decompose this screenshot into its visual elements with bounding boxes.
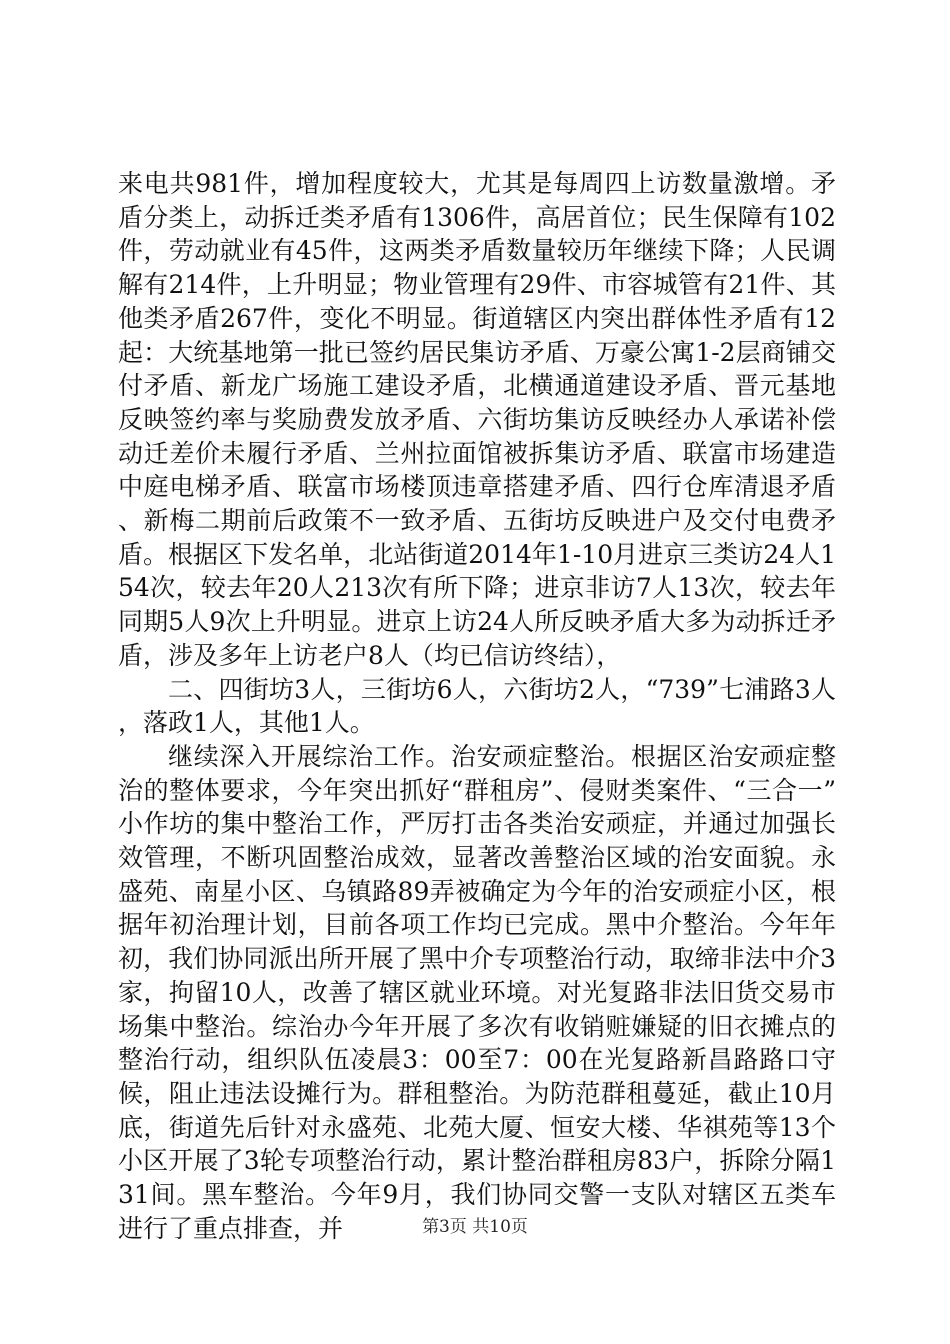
paragraph-1: 来电共981件，增加程度较大，尤其是每周四上访数量激增。矛盾分类上，动拆迁类矛盾有1306件，高居首位；民生保障有102件，劳动就业有45件，这两类矛盾数量较历年继续下降；人民调解有214件，上升明显；物业管理有29件、市容城管有21件、其他类矛盾267件，变化不明显。街道辖区内突出群体性矛盾有12起：大统基地第一批已签约居民集访矛盾、万豪公寓1-2层商铺交付矛盾、新龙广场施工建设矛盾，北横通道建设矛盾、晋元基地反映签约率与奖励费发放矛盾、六街坊集访反映经办人承诺补偿动迁差价未履行矛盾、兰州拉面馆被拆集访矛盾、联富市场建造中庭电梯矛盾、联富市场楼顶违章搭建矛盾、四行仓库清退矛盾、新梅二期前后政策不一致矛盾、五街坊反映进户及交付电费矛盾。根据区下发名单，北站街道2014年1-10月进京三类访24人154次，较去年20人213次有所下降；进京非访7人13次，较去年同期5人9次上升明显。进京上访24人所反映矛盾大多为动拆迁矛盾，涉及多年上访老户8人（均已信访终结）， [118,169,836,670]
paragraph-2: 二、四街坊3人，三街坊6人，六街坊2人，“739”七浦路3人，落政1人，其他1人。 [118,674,836,738]
page-footer: 第3页 共10页 [422,1217,528,1237]
body-text [118,167,836,1246]
paragraph-3: 继续深入开展综治工作。治安顽症整治。根据区治安顽症整治的整体要求，今年突出抓好“群租房”、侵财类案件、“三合一”小作坊的集中整治工作，严厉打击各类治安顽症，并通过加强长效管理，不断巩固整治成效，显著改善整治区域的治安面貌。永盛苑、南星小区、乌镇路89弄被确定为今年的治安顽症小区，根据年初治理计划，目前各项工作均已完成。黑中介整治。今年年初，我们协同派出所开展了黑中介专项整治行动，取缔非法中介3家，拘留10人，改善了辖区就业环境。对光复路非法旧货交易市场集中整治。综治办今年开展了多次有收销赃嫌疑的旧衣摊点的整治行动，组织队伍凌晨3：00至7：00在光复路新昌路路口守候，阻止违法设摊行为。群租整治。为防范群租蔓延，截止10月底，街道先后针对永盛苑、北苑大厦、恒安大楼、华祺苑等13个小区开展了3轮专项整治行动，累计整治群租房83户，拆除分隔131间。黑车整治。今年9月，我们协同交警一支队对辖区五类车进行了重点排查，并 [118,741,836,1243]
